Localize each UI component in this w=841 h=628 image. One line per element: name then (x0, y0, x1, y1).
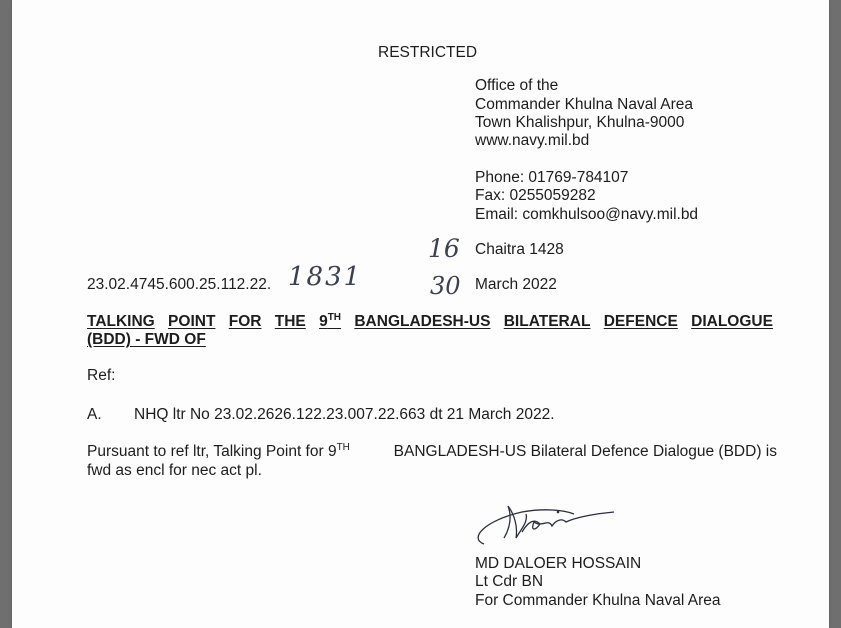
subject-word: DEFENCE (603, 313, 678, 330)
subject-word: BILATERAL (503, 313, 591, 330)
office-line-3: Town Khalishpur, Khulna-9000 (475, 114, 685, 131)
office-line-2: Commander Khulna Naval Area (475, 96, 693, 113)
reference-marker: A. (87, 406, 102, 423)
subject-word: BANGLADESH-US (354, 313, 491, 330)
subject-heading (87, 313, 773, 349)
signatory-rank: Lt Cdr BN (475, 573, 544, 590)
ref-label: Ref: (87, 367, 116, 384)
body-line-1: Pursuant to ref ltr, Talking Point for 9TH (87, 442, 350, 460)
subject-word: POINT (168, 313, 216, 330)
office-email: Email: comkhulsoo@navy.mil.bd (475, 206, 699, 223)
signature (464, 492, 624, 552)
handwritten-serial-number: 1831 (288, 262, 363, 292)
subject-ordinal: 9TH (319, 312, 342, 330)
handwritten-bangla-day: 16 (428, 234, 460, 263)
handwritten-english-day: 30 (430, 272, 461, 300)
reference-text: NHQ ltr No 23.02.2626.122.23.007.22.663 dt 21 March 2022. (134, 406, 555, 423)
signatory-name: MD DALOER HOSSAIN (475, 555, 642, 572)
body-line-1-rest: BANGLADESH-US Bilateral Defence Dialogue (BDD) is (393, 443, 777, 460)
subject-line-2: (BDD) - FWD OF (87, 331, 206, 348)
english-date: March 2022 (475, 276, 557, 293)
subject-word: THE (274, 313, 306, 330)
signatory-designation: For Commander Khulna Naval Area (475, 592, 721, 609)
subject-word: DIALOGUE (691, 313, 773, 330)
reference-number: 23.02.4745.600.25.112.22. (87, 276, 272, 293)
body-paragraph (87, 443, 777, 480)
subject-word: TALKING (87, 313, 155, 330)
office-phone: Phone: 01769-784107 (475, 169, 629, 186)
office-website: www.navy.mil.bd (475, 132, 590, 149)
bangla-date: Chaitra 1428 (475, 241, 564, 258)
classification-header: RESTRICTED (378, 44, 478, 61)
office-fax: Fax: 0255059282 (475, 187, 596, 204)
subject-word: FOR (228, 313, 262, 330)
body-line-2: fwd as encl for nec act pl. (87, 461, 262, 479)
document-page (12, 0, 829, 628)
office-line-1: Office of the (475, 77, 559, 94)
